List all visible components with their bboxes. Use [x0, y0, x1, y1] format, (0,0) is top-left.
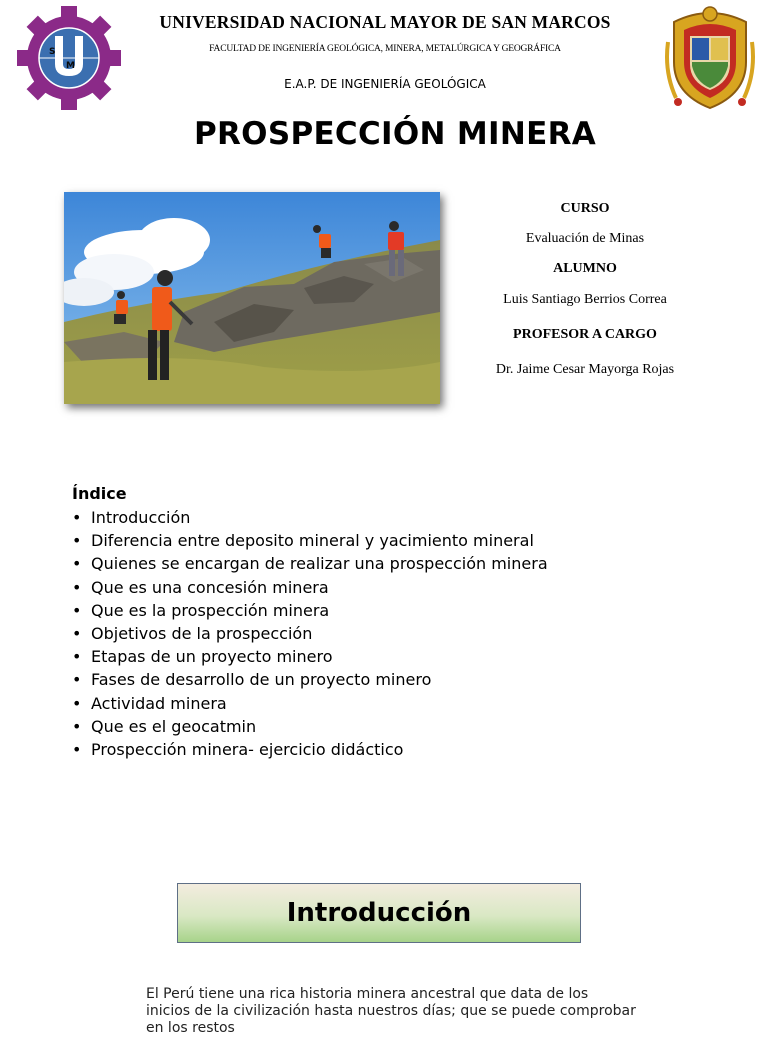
- list-item: [72, 622, 548, 645]
- index-item-text: Que es el geocatmin: [91, 716, 257, 736]
- bullet-icon: •: [72, 531, 82, 551]
- index-item-text: Que es la prospección minera: [91, 600, 330, 620]
- bullet-icon: •: [72, 623, 82, 643]
- page-title: PROSPECCIÓN MINERA: [193, 116, 597, 152]
- list-item: [72, 715, 548, 738]
- index-item-text: Fases de desarrollo de un proyecto minero: [91, 670, 432, 690]
- index-item-text: Introducción: [91, 508, 191, 527]
- bullet-icon: •: [72, 739, 82, 759]
- professor-label: PROFESOR A CARGO: [513, 327, 657, 342]
- student-value: Luis Santiago Berrios Correa: [503, 292, 667, 307]
- list-item: [72, 506, 548, 529]
- professor-value: Dr. Jaime Cesar Mayorga Rojas: [495, 362, 675, 377]
- list-item: [72, 552, 548, 575]
- index-item-text: Objetivos de la prospección: [91, 623, 313, 643]
- mining-prospectors-photo-icon: [64, 192, 440, 404]
- index-heading: Índice: [72, 484, 127, 503]
- index-item-text: Diferencia entre deposito mineral y yacimiento mineral: [91, 531, 534, 551]
- introduction-title: Introducción: [286, 898, 472, 928]
- university-name: UNIVERSIDAD NACIONAL MAYOR DE SAN MARCOS: [159, 12, 611, 32]
- svg-text:M: M: [66, 61, 75, 71]
- course-value: Evaluación de Minas: [525, 231, 645, 246]
- list-item: [72, 692, 548, 715]
- ingenieria-geologica-logo: [16, 6, 122, 110]
- index-item-text: Actividad minera: [91, 693, 227, 713]
- bullet-icon: •: [72, 508, 82, 527]
- school-name: E.A.P. DE INGENIERÍA GEOLÓGICA: [284, 77, 486, 91]
- bullet-icon: •: [72, 600, 82, 620]
- list-item: [72, 738, 548, 761]
- course-label: CURSO: [560, 201, 610, 216]
- introduction-heading-box: [177, 883, 581, 943]
- bullet-icon: •: [72, 554, 82, 574]
- bullet-icon: •: [72, 693, 82, 713]
- faculty-name: FACULTAD DE INGENIERÍA GEOLÓGICA, MINERA, METALÚRGICA Y GEOGRÁFICA: [209, 44, 561, 54]
- bullet-icon: •: [72, 647, 82, 667]
- gear-logo-icon: [16, 6, 122, 110]
- bullet-icon: •: [72, 577, 82, 597]
- list-item: [72, 668, 548, 691]
- student-label: ALUMNO: [553, 261, 617, 276]
- unmsm-coat-of-arms: [664, 2, 756, 112]
- index-list: [72, 506, 548, 761]
- index-item-text: Prospección minera- ejercicio didáctico: [91, 739, 404, 759]
- bullet-icon: •: [72, 670, 82, 690]
- mining-photo: [64, 192, 440, 404]
- list-item: [72, 599, 548, 622]
- list-item: [72, 645, 548, 668]
- bullet-icon: •: [72, 716, 82, 736]
- svg-text:S: S: [49, 47, 56, 57]
- index-item-text: Que es una concesión minera: [91, 577, 329, 597]
- introduction-paragraph: El Perú tiene una rica historia minera ancestral que data de los inicios de la civilización hasta nuestros días; que se puede comprobar en los restos: [146, 986, 636, 1036]
- list-item: [72, 529, 548, 552]
- index-item-text: Etapas de un proyecto minero: [91, 647, 333, 667]
- list-item: [72, 576, 548, 599]
- coat-of-arms-icon: [664, 2, 756, 112]
- index-item-text: Quienes se encargan de realizar una prospección minera: [91, 554, 548, 574]
